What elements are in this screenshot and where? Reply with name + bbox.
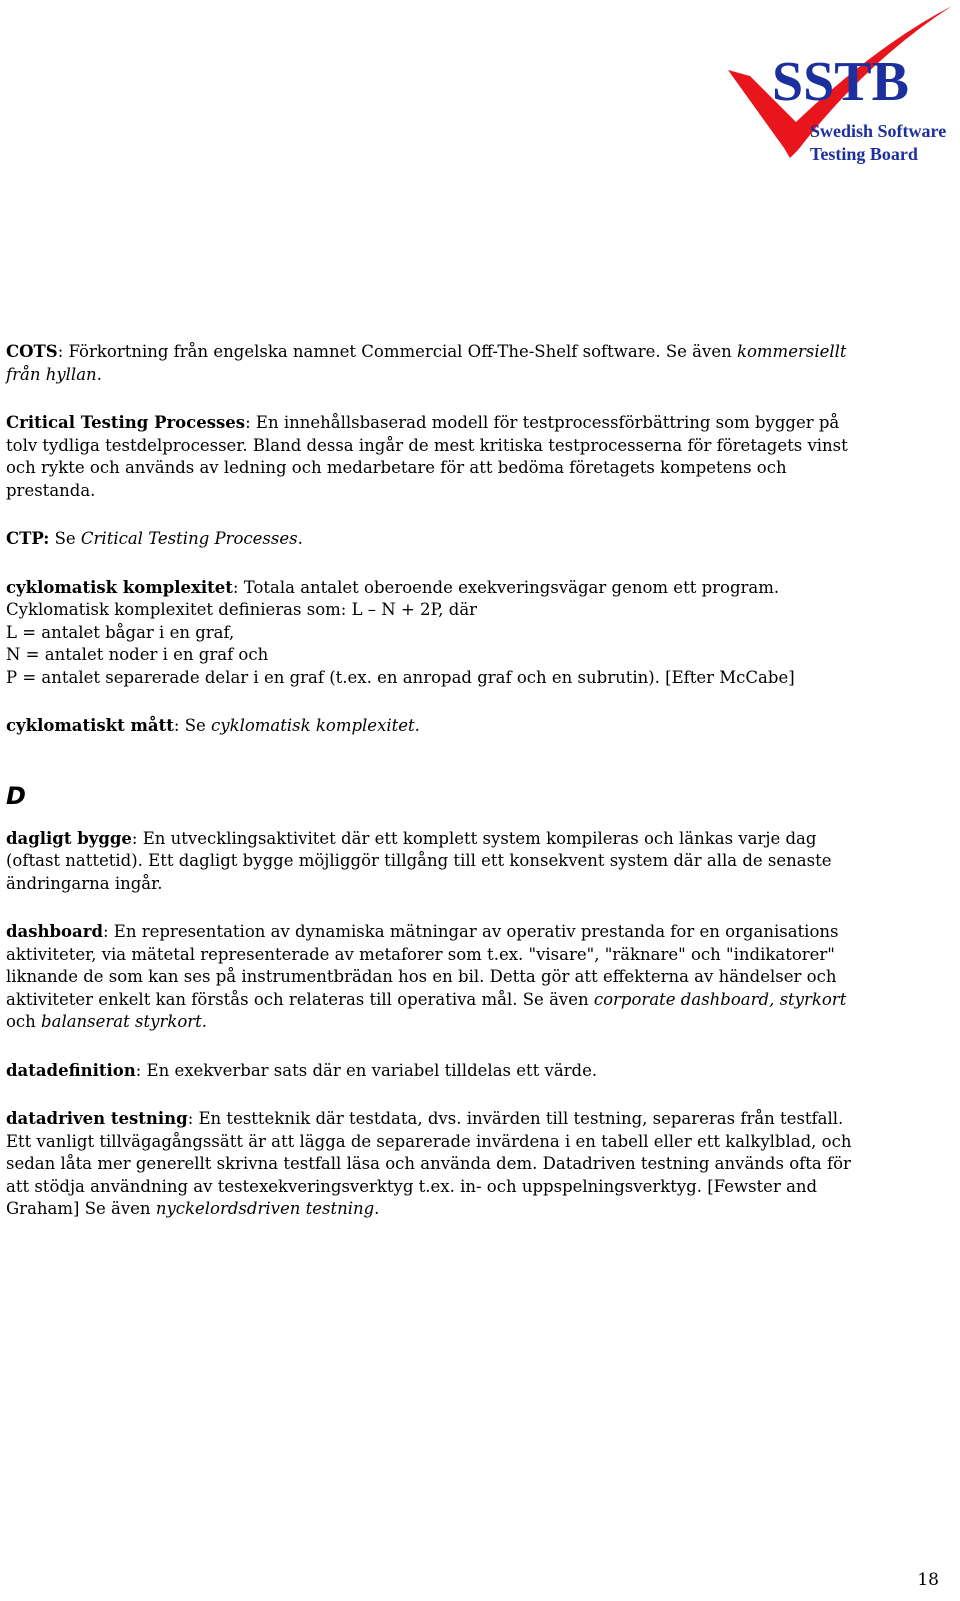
- section-letter-heading: D: [6, 781, 26, 810]
- glossary-entry-datadriven-testning: [6, 1108, 946, 1221]
- entry-definition: Totala antalet oberoende exekveringsvägar genom ett program. Cyklomatisk komplexitet definieras som: L – N + 2P, där L = antalet bågar i en graf, N = antalet noder i en graf och P = antalet separerade delar i en graf (t.ex. en anropad graf och en subrutin). [Efter McCabe]: [6, 577, 795, 687]
- entry-reference: kommersiellt från hyllan.: [6, 342, 847, 384]
- glossary-entry-dagligt-bygge: [6, 828, 946, 896]
- entry-tail: och: [6, 1012, 36, 1031]
- entry-term: dagligt bygge: [6, 828, 132, 848]
- glossary-entry-cots: [6, 341, 946, 386]
- sstb-checkmark-logo-icon: [728, 0, 960, 172]
- entry-definition: Se: [184, 716, 212, 735]
- glossary-entry-critical-testing-processes: [6, 412, 946, 502]
- entry-definition: En innehållsbaserad modell för testprocessförbättring som bygger på tolv tydliga testdelprocesser. Bland dessa ingår de mest kritiska testprocesserna för företagets vinst och rykte och används av ledning och medarbetare för att bedöma företagets kompetens och prestanda.: [6, 413, 848, 500]
- entry-separator: :: [173, 716, 185, 735]
- entry-definition: En utvecklingsaktivitet där ett komplett system kompileras och länkas varje dag (oftast nattetid). Ett dagligt bygge möjliggör tillgång till ett konsekvent system där alla de senaste ändringarna ingår.: [6, 828, 832, 893]
- entry-reference: cyklomatisk komplexitet.: [211, 716, 420, 735]
- entry-definition: En testteknik där testdata, dvs. invärden till testning, separeras från testfall. Ett vanligt tillvägagångssätt är att lägga de separerade invärdena i en tabell eller ett kalkylblad, och sedan låta mer generellt skrivna testfall läsa och använda dem. Datadriven testning används ofta för att stödja användning av testexekveringsverktyg t.ex. in- och uppspelningsverktyg. [Fewster and Graham] Se även: [6, 1109, 852, 1218]
- entry-term: cyklomatiskt mått: [6, 716, 174, 735]
- logo-acronym: SSTB: [772, 51, 909, 113]
- sstb-logo: [728, 0, 960, 172]
- entry-term: Critical Testing Processes: [6, 413, 246, 432]
- entry-definition: Se: [54, 529, 81, 548]
- glossary-entry-datadefinition: [6, 1060, 946, 1083]
- entry-reference: Critical Testing Processes: [80, 529, 298, 548]
- glossary-content: [6, 341, 946, 1247]
- glossary-entry-cyklomatisk-komplexitet: [6, 577, 946, 690]
- glossary-entry-cyklomatiskt-matt: [6, 715, 946, 738]
- entry-separator: :: [187, 1109, 199, 1128]
- entry-separator: :: [245, 413, 256, 432]
- entry-definition: Förkortning från engelska namnet Commercial Off-The-Shelf software. Se även: [68, 342, 737, 361]
- entry-term: datadriven testning: [6, 1109, 188, 1128]
- page-number: 18: [917, 1570, 939, 1590]
- logo-line-1: Swedish Software: [810, 121, 947, 141]
- entry-definition: En representation av dynamiska mätningar av operativ prestanda for en organisations aktiviteter, via mätetal representerade av metaforer som t.ex. "visare", "räknare" och "indikatorer" liknande de som kan ses på instrumentbrädan hos en bil. Detta gör att effekterna av händelser och aktiviteter enkelt kan förstås och relateras till operativa mål. Se även: [6, 922, 839, 1009]
- entry-separator: :: [232, 577, 244, 597]
- entry-reference: corporate dashboard, styrkort: [593, 989, 847, 1009]
- entry-separator: :: [102, 922, 114, 941]
- entry-term: COTS: [6, 342, 58, 361]
- glossary-entry-ctp: [6, 528, 946, 551]
- entry-term: cyklomatisk komplexitet: [6, 577, 233, 597]
- glossary-entry-dashboard: [6, 921, 946, 1034]
- entry-reference-2: balanserat styrkort.: [41, 1012, 208, 1031]
- entry-definition: En exekverbar sats där en variabel tilldelas ett värde.: [146, 1060, 598, 1080]
- logo-line-2: Testing Board: [810, 144, 918, 164]
- entry-term: dashboard: [6, 922, 103, 941]
- entry-tail: .: [297, 529, 303, 548]
- entry-separator: :: [135, 1060, 147, 1080]
- entry-reference: nyckelordsdriven testning.: [155, 1199, 380, 1218]
- entry-separator: :: [57, 342, 69, 361]
- entry-separator: :: [131, 828, 143, 848]
- entry-term: CTP:: [6, 529, 50, 548]
- entry-term: datadefinition: [6, 1060, 136, 1080]
